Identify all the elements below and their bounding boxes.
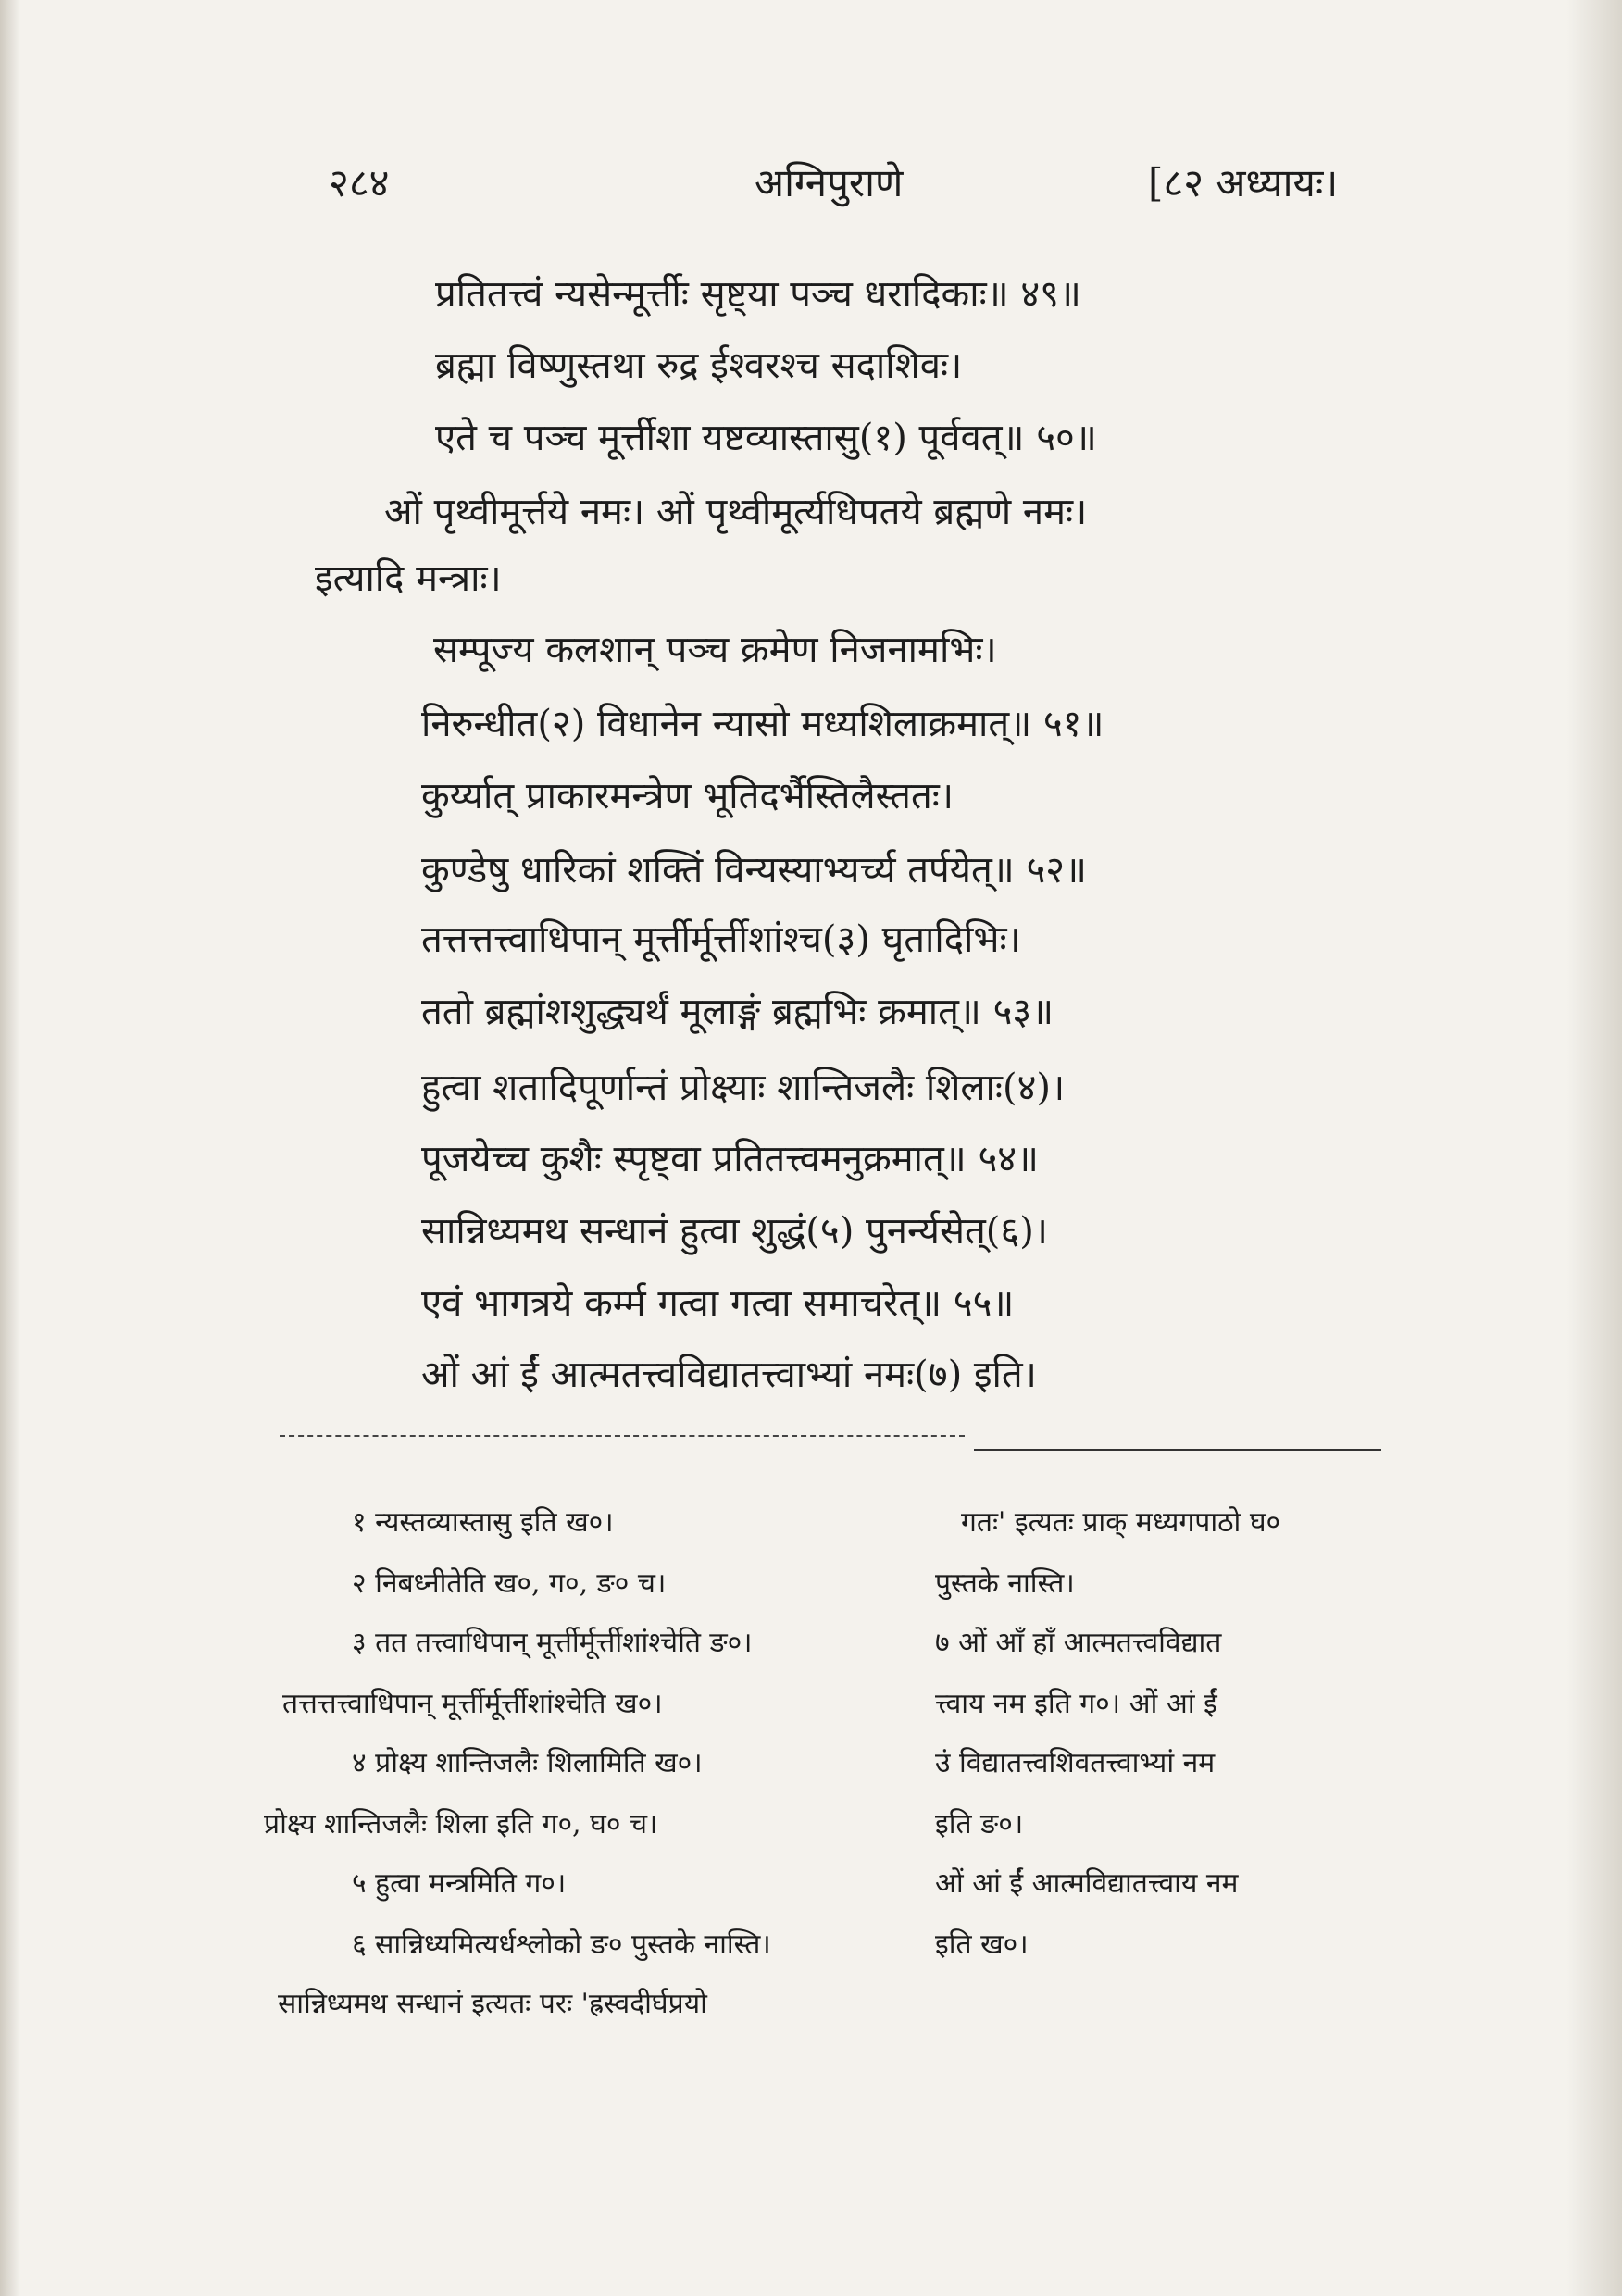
footnote: ६ सान्निध्यमित्यर्धश्लोको ङ० पुस्तके नास्ति। — [352, 1928, 771, 1961]
footnote: ७ ओं आँ हाँ आत्मतत्त्वविद्यात — [935, 1627, 1222, 1659]
footnote: १ न्यस्तव्यास्तासु इति ख०। — [352, 1506, 614, 1539]
footnote: उं विद्यातत्त्वशिवतत्त्वाभ्यां नम — [935, 1747, 1216, 1779]
verse-line: हुत्वा शतादिपूर्णान्तं प्रोक्ष्याः शान्तिजलैः शिलाः(४)। — [421, 1067, 1066, 1109]
footnote: प्रोक्ष्य शान्तिजलैः शिला इति ग०, घ० च। — [264, 1808, 658, 1841]
footnote: पुस्तके नास्ति। — [935, 1567, 1075, 1600]
verse-line: इत्यादि मन्त्राः। — [315, 557, 502, 600]
verse-line: ब्रह्मा विष्णुस्तथा रुद्र ईश्वरश्च सदाशिवः। — [435, 344, 963, 387]
page-header — [0, 156, 1622, 220]
verse-line: सम्पूज्य कलशान् पञ्च क्रमेण निजनामभिः। — [433, 629, 997, 671]
footnote: गतः' इत्यतः प्राक् मध्यगपाठो घ० — [961, 1506, 1281, 1539]
page-edge-shadow-right — [1566, 0, 1622, 2296]
footnote: तत्तत्तत्त्वाधिपान् मूर्त्तीर्मूर्त्तीशांश्चेति ख०। — [282, 1688, 663, 1720]
footnote: सान्निध्यमथ सन्धानं इत्यतः परः 'ह्रस्वदीर्घप्रयो — [278, 1988, 707, 2020]
verse-line: ओं पृथ्वीमूर्त्तये नमः। ओं पृथ्वीमूर्त्यधिपतये ब्रह्मणे नमः। — [384, 491, 1088, 533]
page-number: २८४ — [329, 160, 390, 206]
footnote: ४ प्रोक्ष्य शान्तिजलैः शिलामिति ख०। — [352, 1747, 703, 1779]
footnote: ओं आं ईं आत्मविद्यातत्त्वाय नम — [935, 1867, 1239, 1900]
footnote-divider-rule — [974, 1449, 1381, 1451]
verse-line: एते च पञ्च मूर्त्तीशा यष्टव्यास्तासु(१) पूर्ववत्॥ ५०॥ — [435, 417, 1097, 459]
verse-line: एवं भागत्रये कर्म्म गत्वा गत्वा समाचरेत्॥ ५५॥ — [421, 1282, 1015, 1325]
verse-line: सान्निध्यमथ सन्धानं हुत्वा शुद्धं(५) पुनर्न्यसेत्(६)। — [421, 1210, 1048, 1253]
verse-line: प्रतितत्त्वं न्यसेन्मूर्त्तीः सृष्ट्या पञ्च धरादिकाः॥ ४९॥ — [435, 273, 1081, 316]
footnote: इति ख०। — [935, 1928, 1029, 1961]
footnote-divider — [280, 1435, 965, 1437]
verse-line: कुण्डेषु धारिकां शक्तिं विन्यस्याभ्यर्च्य तर्पयेत्॥ ५२॥ — [421, 849, 1088, 892]
verse-line: ओं आं ईं आत्मतत्त्वविद्यातत्त्वाभ्यां नमः(७) इति। — [421, 1354, 1037, 1396]
running-title: अग्निपुराणे — [755, 160, 904, 206]
footnote: ५ हुत्वा मन्त्रमिति ग०। — [352, 1867, 567, 1900]
footnote: त्त्वाय नम इति ग०। ओं आं ईं — [935, 1688, 1217, 1720]
footnote: इति ङ०। — [935, 1808, 1024, 1841]
footnote: ३ तत तत्त्वाधिपान् मूर्त्तीर्मूर्त्तीशांश्चेति ङ०। — [352, 1627, 753, 1659]
footnote: २ निबध्नीतेति ख०, ग०, ङ० च। — [352, 1567, 667, 1600]
verse-line: ततो ब्रह्मांशशुद्ध्यर्थं मूलाङ्गं ब्रह्मभिः क्रमात्॥ ५३॥ — [421, 991, 1054, 1033]
verse-line: कुर्य्यात् प्राकारमन्त्रेण भूतिदर्भैस्तिलैस्ततः। — [421, 775, 954, 817]
chapter-label: [८२ अध्यायः। — [1148, 160, 1339, 206]
page-edge-shadow-left — [0, 0, 20, 2296]
verse-line: तत्तत्तत्त्वाधिपान् मूर्त्तीर्मूर्त्तीशांश्च(३) घृतादिभिः। — [421, 918, 1021, 961]
verse-line: निरुन्धीत(२) विधानेन न्यासो मध्यशिलाक्रमात्॥ ५१॥ — [421, 703, 1104, 745]
verse-line: पूजयेच्च कुशैः स्पृष्ट्वा प्रतितत्त्वमनुक्रमात्॥ ५४॥ — [421, 1138, 1040, 1180]
